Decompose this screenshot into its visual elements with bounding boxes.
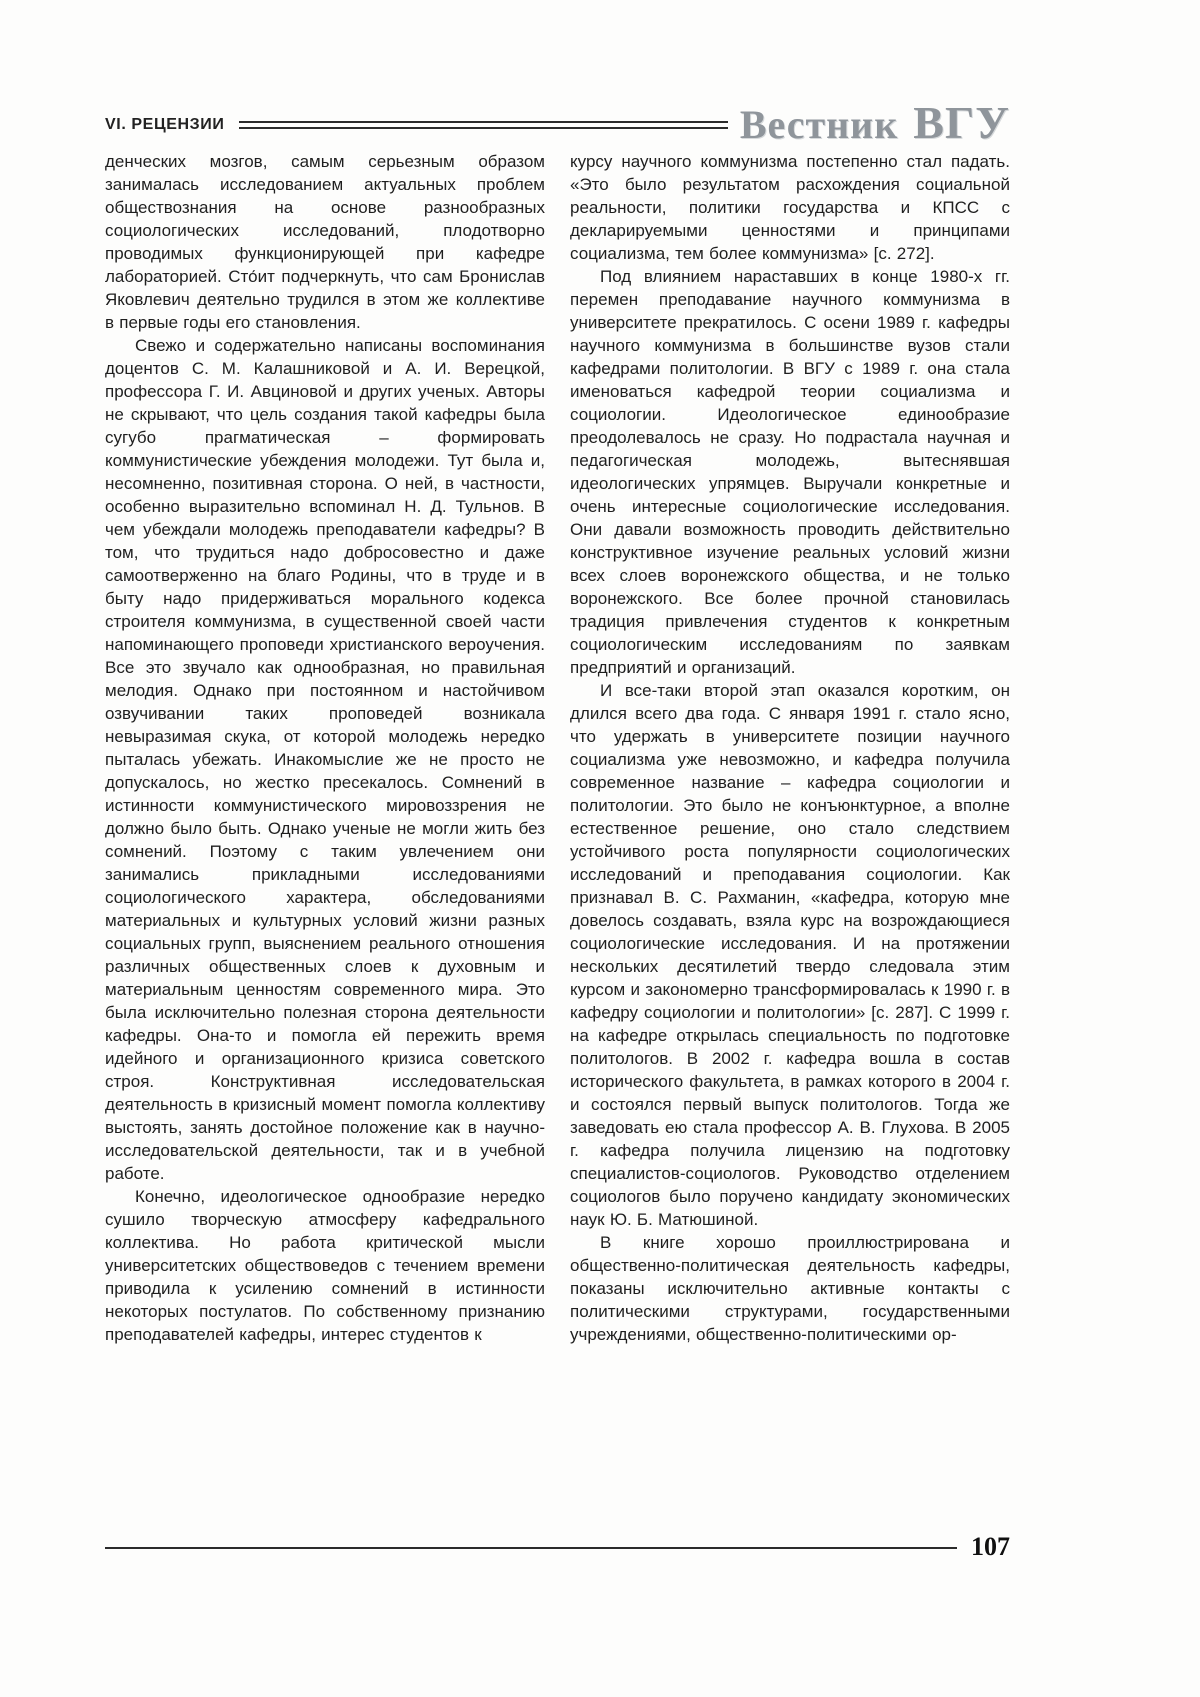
paragraph: Конечно, идеологическое однообразие нередко сушило творческую атмосферу кафедрального коллектива. Но работа критической мысли университетских обществоведов с течением времени приводила к усилению сомнений в истинности некоторых постулатов. По собственному признанию преподавателей кафедры, интерес студентов к	[105, 1187, 545, 1344]
paragraph: Под влиянием нараставших в конце 1980-х гг. перемен преподавание научного коммунизма в университете прекратилось. С осени 1989 г. кафедры научного коммунизма в большинстве вузов стали кафедрами политологии. В ВГУ с 1989 г. она стала именоваться кафедрой теории социализма и социологии. Идеологическое единообразие преодолевалось не сразу. Но подрастала научная и педагогическая молодежь, вытеснявшая идеологических упрямцев. Выручали конкретные и очень интересные социологические исследования. Они давали возможность проводить действительно конструктивное изучение реальных условий жизни всех слоев воронежского общества, и не только воронежского. Все более прочной становилась традиция привлечения студентов к конкретным социологическим исследованиям по заявкам предприятий и организаций.	[570, 267, 1010, 677]
paragraph: И все-таки второй этап оказался коротким, он длился всего два года. С января 1991 г. стало ясно, что удержать в университете позиции научного социализма уже невозможно, и кафедра получила современное название – кафедра социологии и политологии. Это было не конъюнктурное, а вполне естественное решение, оно стало следствием устойчивого роста популярности социологических исследований и преподавания социологии. Как признавал В. С. Рахманин, «кафедра, которую мне довелось создавать, взяла курс на возрождающиеся социологические исследования. И на протяжении нескольких десятилетий твердо следовала этим курсом и закономерно трансформировалась к 1990 г. в кафедру социологии и политологии» [с. 287]. С 1999 г. на кафедре открылась специальность по подготовке политологов. В 2002 г. кафедра вошла в состав исторического факультета, в рамках которого в 2004 г. и состоялся первый выпуск политологов. Тогда же заведовать ею стала профессор А. В. Глухова. В 2005 г. кафедра получила лицензию на подготовку специалистов-социологов. Руководство отделением социологов было поручено кандидату экономических наук Ю. Б. Матюшиной.	[570, 681, 1010, 1229]
article-body	[105, 150, 1010, 1346]
header-double-rule	[239, 121, 728, 129]
right-column	[570, 150, 1010, 1346]
paragraph: Свежо и содержательно написаны воспоминания доцентов С. М. Калашниковой и А. И. Верецкой, профессора Г. И. Авциновой и других ученых. Авторы не скрывают, что цель создания такой кафедры была сугубо прагматическая – формировать коммунистические убеждения молодежи. Тут была и, несомненно, позитивная сторона. О ней, в частности, особенно выразительно вспоминал Н. Д. Тульнов. В чем убеждали молодежь преподаватели кафедры? В том, что трудиться надо добросовестно и даже самоотверженно на благо Родины, что в труде и в быту надо придерживаться морального кодекса строителя коммунизма, в существенной своей части напоминающего проповеди христианского вероучения. Все это звучало как однообразная, но правильная мелодия. Однако при постоянном и настойчивом озвучивании таких проповедей возникала невыразимая скука, от которой молодежь нередко пыталась убежать. Инакомыслие же не просто не допускалось, но жестко пресекалось. Сомнений в истинности коммунистического мировоззрения не должно было быть. Однако ученые не могли жить без сомнений. Поэтому с таким увлечением они занимались прикладными исследованиями социологического характера, обследованиями материальных и культурных условий жизни разных социальных групп, выяснением реального отношения различных общественных слоев к духовным и материальным ценностям современного мира. Это была исключительно полезная сторона деятельности кафедры. Она-то и помогла ей пережить время идейного и организационного кризиса советского строя. Конструктивная исследовательская деятельность в кризисный момент помогла коллективу выстоять, занять достойное положение как в научно-исследовательской деятельности, так и в учебной работе.	[105, 336, 545, 1183]
journal-logo-word-vestnik: Вестник	[739, 102, 899, 147]
paragraph: В книге хорошо проиллюстрирована и общественно-политическая деятельность кафедры, показаны исключительно активные контакты с политическими структурами, государственными учреждениями, общественно-политическими ор-	[570, 1233, 1010, 1344]
page-header	[105, 97, 1010, 148]
left-column	[105, 150, 545, 1346]
page-footer	[105, 1530, 1010, 1564]
page-number: 107	[971, 1532, 1010, 1561]
paragraph-continuation: курсу научного коммунизма постепенно стал падать. «Это было результатом расхождения социальной реальности, политики государства и КПСС с декларируемыми ценностями и принципами социализма, тем более коммунизма» [с. 272].	[570, 152, 1010, 263]
journal-logo-word-vgu: ВГУ	[913, 97, 1010, 148]
paragraph-continuation: денческих мозгов, самым серьезным образом занималась исследованием актуальных проблем обществознания на основе разнообразных социологических исследований, плодотворно проводимых функционирующей при кафедре лабораторией. Сто́ит подчеркнуть, что сам Бронислав Яковлевич деятельно трудился в этом же коллективе в первые годы его становления.	[105, 152, 545, 332]
journal-logo	[739, 97, 1010, 148]
section-label: VI. РЕЦЕНЗИИ	[105, 116, 225, 133]
footer-rule	[105, 1547, 957, 1549]
